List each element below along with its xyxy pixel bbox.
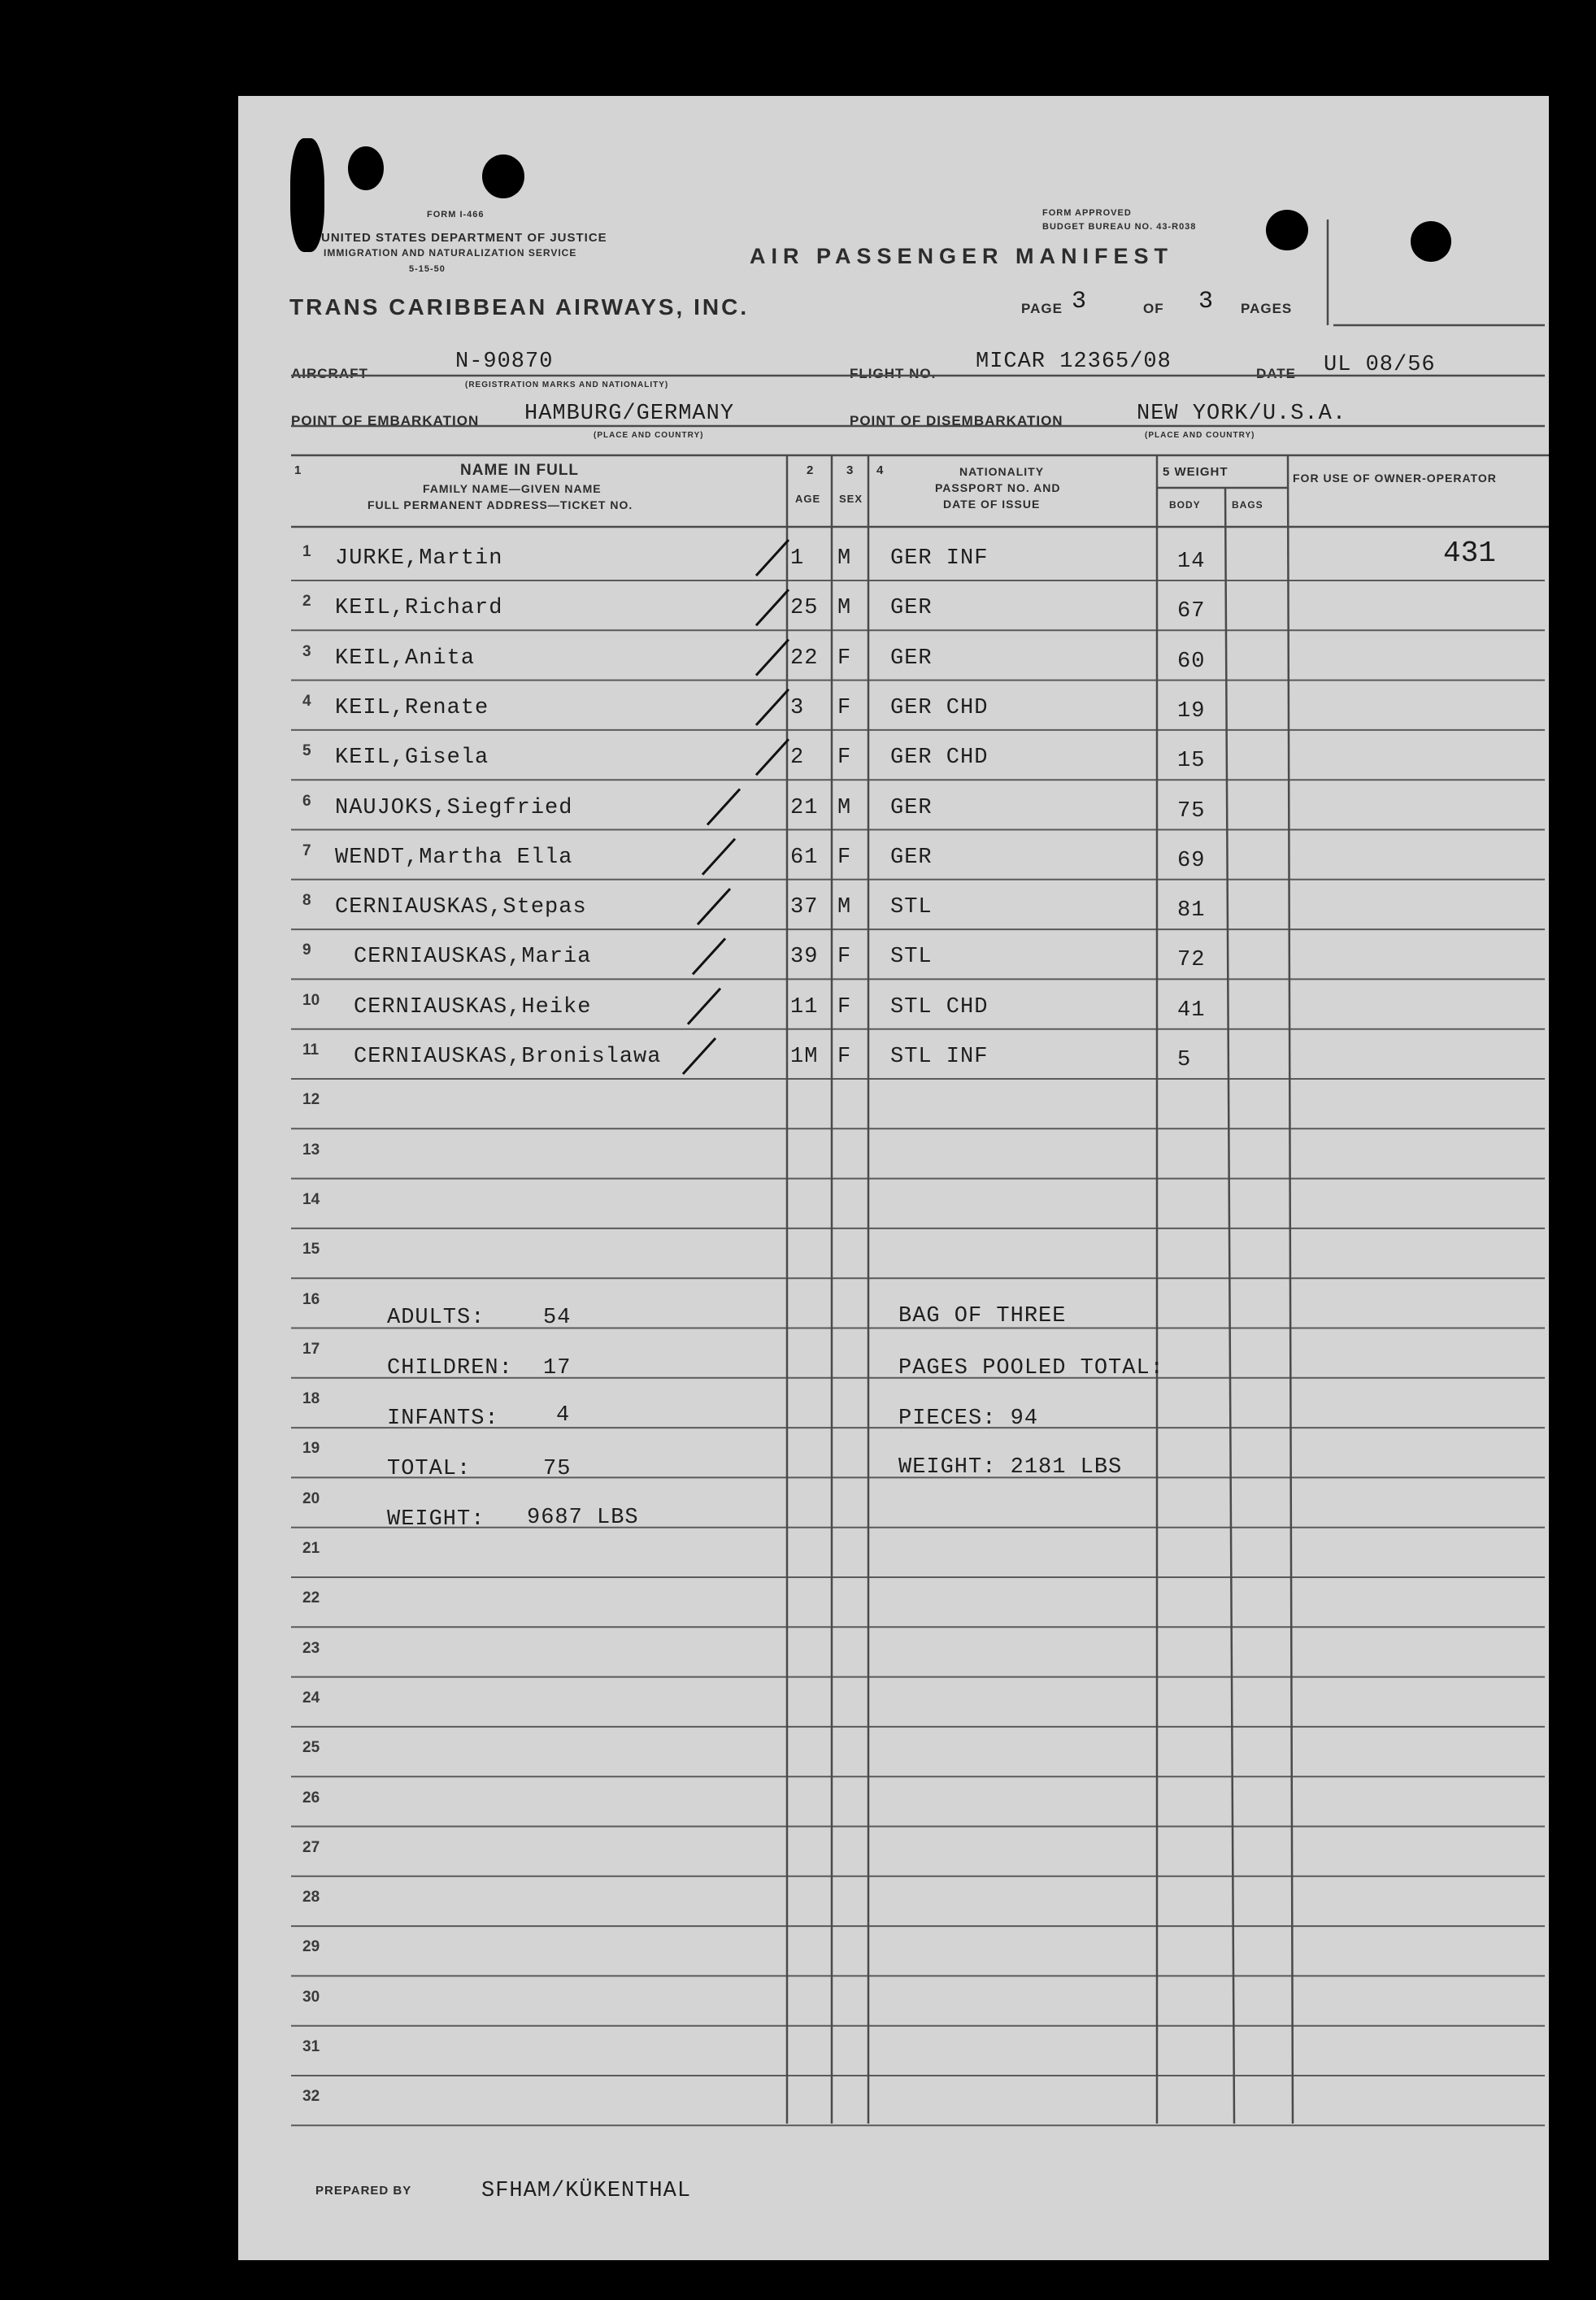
passenger-age: 1M xyxy=(790,1045,819,1069)
row-number: 18 xyxy=(302,1390,320,1408)
row-number: 11 xyxy=(302,1041,320,1059)
passenger-name: CERNIAUSKAS,Bronislawa xyxy=(354,1045,662,1069)
row-number: 22 xyxy=(302,1589,320,1607)
bags-line-4: WEIGHT: 2181 LBS xyxy=(898,1455,1123,1480)
passenger-sex: F xyxy=(837,646,852,671)
infants-label: INFANTS: xyxy=(387,1407,499,1431)
passenger-age: 21 xyxy=(790,795,819,820)
passenger-body-weight: 15 xyxy=(1177,749,1206,774)
total-label: TOTAL: xyxy=(387,1457,472,1481)
embark-place-caption: (PLACE AND COUNTRY) xyxy=(594,431,704,440)
row-number: 10 xyxy=(302,991,320,1009)
manifest-title: AIR PASSENGER MANIFEST xyxy=(750,244,1174,268)
check-mark xyxy=(683,1038,715,1074)
aircraft-registration: N-90870 xyxy=(455,350,554,374)
passenger-nationality: STL INF xyxy=(890,1045,989,1069)
row-number: 26 xyxy=(302,1789,320,1807)
check-mark xyxy=(702,839,735,875)
col1-number: 1 xyxy=(294,463,302,477)
disembarkation-label: POINT OF DISEMBARKATION xyxy=(850,413,1063,428)
row-number: 30 xyxy=(302,1988,320,2006)
passenger-nationality: GER CHD xyxy=(890,695,989,720)
row-number: 2 xyxy=(302,593,311,611)
col-sex-title: SEX xyxy=(839,493,863,505)
col-age-title: AGE xyxy=(795,493,821,505)
check-mark xyxy=(688,989,720,1024)
prepared-by-label: PREPARED BY xyxy=(315,2184,412,2198)
passenger-age: 22 xyxy=(790,646,819,671)
department-name: UNITED STATES DEPARTMENT OF JUSTICE xyxy=(321,231,607,245)
col-body-title: BODY xyxy=(1169,499,1201,511)
passenger-nationality: GER CHD xyxy=(890,746,989,771)
col-weight-title: 5 WEIGHT xyxy=(1163,465,1229,479)
row-number: 9 xyxy=(302,941,311,959)
row-number: 29 xyxy=(302,1938,320,1956)
adults-label: ADULTS: xyxy=(387,1306,485,1330)
passenger-body-weight: 19 xyxy=(1177,698,1206,724)
col-owner-title: FOR USE OF OWNER-OPERATOR xyxy=(1293,472,1497,485)
passenger-name: CERNIAUSKAS,Stepas xyxy=(335,895,587,920)
check-mark xyxy=(693,938,725,974)
col-name-sub2: FULL PERMANENT ADDRESS—TICKET NO. xyxy=(367,498,633,511)
form-approval: FORM APPROVED xyxy=(1042,208,1132,218)
passenger-age: 2 xyxy=(790,746,805,771)
passenger-body-weight: 69 xyxy=(1177,848,1206,873)
check-mark xyxy=(698,889,730,924)
passenger-sex: M xyxy=(837,596,852,621)
passenger-age: 1 xyxy=(790,546,805,571)
row-number: 6 xyxy=(302,792,311,810)
passenger-nationality: GER xyxy=(890,795,933,820)
page-of-label: OF xyxy=(1143,301,1164,316)
row-number: 28 xyxy=(302,1889,320,1907)
col4-number: 4 xyxy=(876,463,885,477)
passenger-name: KEIL,Renate xyxy=(335,695,489,720)
page-number: 3 xyxy=(1072,288,1087,315)
form-date-code: 5-15-50 xyxy=(409,264,446,274)
children-count: 17 xyxy=(543,1356,572,1380)
passenger-nationality: STL xyxy=(890,945,933,970)
passenger-name: CERNIAUSKAS,Maria xyxy=(354,945,592,970)
passenger-age: 3 xyxy=(790,695,805,720)
col-nationality-title: NATIONALITY xyxy=(959,465,1045,478)
passenger-sex: F xyxy=(837,1045,852,1069)
passenger-name: JURKE,Martin xyxy=(335,546,503,571)
infants-count: 4 xyxy=(556,1403,571,1428)
aircraft-label: AIRCRAFT xyxy=(291,366,368,381)
passenger-nationality: GER INF xyxy=(890,546,989,571)
passenger-body-weight: 5 xyxy=(1177,1048,1192,1072)
row-number: 27 xyxy=(302,1838,320,1856)
pages-label: PAGES xyxy=(1241,301,1293,316)
col-nationality-sub1: PASSPORT NO. AND xyxy=(935,481,1061,494)
row-number: 20 xyxy=(302,1489,320,1507)
row-number: 31 xyxy=(302,2038,320,2055)
check-mark xyxy=(756,589,789,625)
row-number: 16 xyxy=(302,1290,320,1308)
row-number: 23 xyxy=(302,1639,320,1657)
check-mark xyxy=(707,789,740,825)
flight-number: MICAR 12365/08 xyxy=(976,350,1172,374)
passenger-sex: M xyxy=(837,895,852,920)
row-number: 12 xyxy=(302,1091,320,1109)
row-number: 17 xyxy=(302,1340,320,1358)
aircraft-caption: (REGISTRATION MARKS AND NATIONALITY) xyxy=(465,380,669,389)
bags-line-2: PAGES POOLED TOTAL: xyxy=(898,1356,1164,1380)
passenger-nationality: GER xyxy=(890,596,933,621)
passenger-sex: F xyxy=(837,994,852,1020)
passenger-name: NAUJOKS,Siegfried xyxy=(335,795,573,820)
passenger-nationality: STL xyxy=(890,895,933,920)
passenger-sex: F xyxy=(837,945,852,970)
check-mark xyxy=(756,739,789,775)
passenger-nationality: STL CHD xyxy=(890,994,989,1020)
row-number: 15 xyxy=(302,1241,320,1259)
passenger-age: 61 xyxy=(790,845,819,870)
row-number: 8 xyxy=(302,892,311,910)
passenger-body-weight: 60 xyxy=(1177,649,1206,674)
flight-label: FLIGHT NO. xyxy=(850,366,937,381)
airline-name: TRANS CARIBBEAN AIRWAYS, INC. xyxy=(289,294,750,320)
check-mark xyxy=(756,540,789,576)
row-number: 4 xyxy=(302,692,311,710)
passenger-body-weight: 67 xyxy=(1177,599,1206,624)
passenger-sex: M xyxy=(837,546,852,571)
passenger-name: KEIL,Anita xyxy=(335,646,476,671)
check-mark xyxy=(756,689,789,725)
row-number: 25 xyxy=(302,1739,320,1757)
passenger-sex: F xyxy=(837,695,852,720)
passenger-sex: F xyxy=(837,845,852,870)
passenger-sex: M xyxy=(837,795,852,820)
embarkation-point: HAMBURG/GERMANY xyxy=(524,402,735,426)
passenger-sex: F xyxy=(837,746,852,771)
col-nationality-sub2: DATE OF ISSUE xyxy=(943,498,1041,511)
check-mark xyxy=(756,640,789,676)
prepared-by: SFHAM/KÜKENTHAL xyxy=(481,2179,692,2203)
total-count: 75 xyxy=(543,1457,572,1481)
weight-total: 9687 LBS xyxy=(527,1506,639,1530)
row-number: 7 xyxy=(302,841,311,859)
form-number: FORM I-466 xyxy=(427,210,485,220)
flight-date: UL 08/56 xyxy=(1324,353,1436,377)
col-bags-title: BAGS xyxy=(1232,499,1263,511)
row-number: 24 xyxy=(302,1689,320,1707)
row-number: 13 xyxy=(302,1141,320,1159)
passenger-age: 25 xyxy=(790,596,819,621)
passenger-name: KEIL,Richard xyxy=(335,596,503,621)
disembark-place-caption: (PLACE AND COUNTRY) xyxy=(1145,431,1255,440)
passenger-body-weight: 72 xyxy=(1177,948,1206,973)
passenger-age: 37 xyxy=(790,895,819,920)
passenger-name: CERNIAUSKAS,Heike xyxy=(354,994,592,1020)
row-number: 14 xyxy=(302,1190,320,1208)
row-number: 1 xyxy=(302,543,311,560)
bags-line-3: PIECES: 94 xyxy=(898,1407,1039,1431)
passenger-age: 11 xyxy=(790,994,819,1020)
passenger-nationality: GER xyxy=(890,845,933,870)
page-total: 3 xyxy=(1198,288,1214,315)
passenger-body-weight: 41 xyxy=(1177,998,1206,1023)
children-label: CHILDREN: xyxy=(387,1356,513,1380)
col-name-sub1: FAMILY NAME—GIVEN NAME xyxy=(423,482,602,495)
col2-number: 2 xyxy=(807,463,815,477)
owner-operator-number: 431 xyxy=(1443,537,1496,570)
page-label: PAGE xyxy=(1021,301,1063,316)
passenger-name: WENDT,Martha Ella xyxy=(335,845,573,870)
service-name: IMMIGRATION AND NATURALIZATION SERVICE xyxy=(324,247,577,259)
disembarkation-point: NEW YORK/U.S.A. xyxy=(1137,402,1347,426)
bags-line-1: BAG OF THREE xyxy=(898,1304,1067,1328)
row-number: 32 xyxy=(302,2088,320,2106)
adults-count: 54 xyxy=(543,1306,572,1330)
passenger-body-weight: 14 xyxy=(1177,550,1206,574)
row-number: 21 xyxy=(302,1540,320,1557)
col-name-title: NAME IN FULL xyxy=(460,462,580,479)
row-number: 19 xyxy=(302,1440,320,1458)
date-label: DATE xyxy=(1256,366,1297,381)
passenger-body-weight: 81 xyxy=(1177,898,1206,924)
col3-number: 3 xyxy=(846,463,855,477)
embarkation-label: POINT OF EMBARKATION xyxy=(291,413,480,428)
budget-bureau: BUDGET BUREAU NO. 43-R038 xyxy=(1042,222,1197,232)
passenger-name: KEIL,Gisela xyxy=(335,746,489,771)
passenger-age: 39 xyxy=(790,945,819,970)
passenger-body-weight: 75 xyxy=(1177,798,1206,824)
passenger-nationality: GER xyxy=(890,646,933,671)
row-number: 5 xyxy=(302,742,311,760)
weight-label: WEIGHT: xyxy=(387,1507,485,1532)
row-number: 3 xyxy=(302,642,311,660)
